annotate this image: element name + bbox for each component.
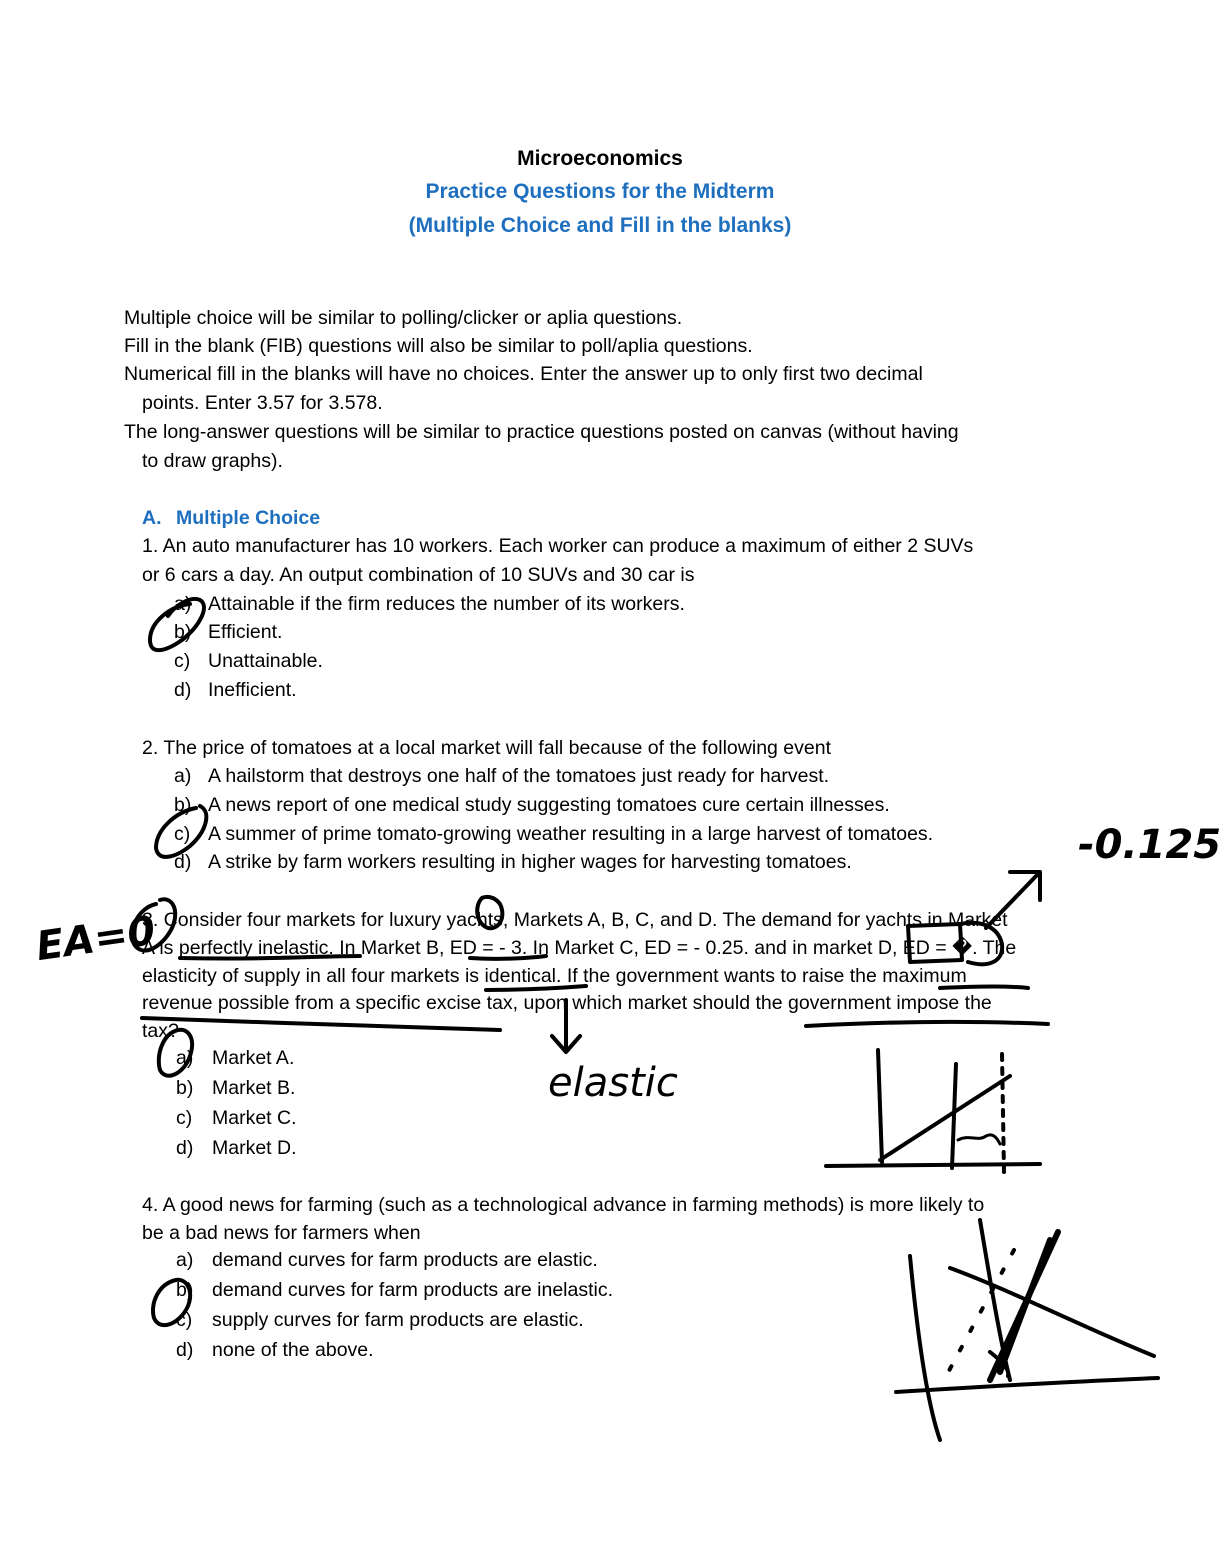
intro-line: The long-answer questions will be similar to practice questions posted on canvas (without having	[124, 421, 959, 443]
option-letter: b)	[176, 1279, 194, 1301]
section-letter: A.	[142, 507, 162, 529]
course-title: Microeconomics	[517, 147, 683, 170]
option-text: A summer of prime tomato-growing weather resulting in a large harvest of tomatoes.	[208, 823, 934, 845]
option-text: Market B.	[212, 1077, 296, 1099]
option-text: Market A.	[212, 1047, 295, 1069]
question-stem: revenue possible from a specific excise tax, upon which market should the government impose the	[142, 992, 992, 1014]
option-letter: a)	[176, 1047, 194, 1069]
handwritten-note: EA=0	[33, 907, 159, 971]
question-stem: 4. A good news for farming (such as a technological advance in farming methods) is more likely to	[142, 1194, 985, 1216]
question-stem: 3. Consider four markets for luxury yachts, Markets A, B, C, and D. The demand for yachts in Market	[142, 909, 1008, 931]
graph-line	[958, 1135, 1000, 1144]
intro-line: Fill in the blank (FIB) questions will also be similar to poll/aplia questions.	[124, 335, 753, 357]
graph-line	[990, 1352, 1008, 1376]
question-stem: elasticity of supply in all four markets is identical. If the government wants to raise the maximum	[142, 965, 967, 987]
option-text: Market C.	[212, 1107, 297, 1129]
option-letter: c)	[174, 650, 191, 672]
question-stem: tax?	[142, 1020, 179, 1042]
option-text: A hailstorm that destroys one half of the tomatoes just ready for harvest.	[208, 765, 830, 787]
option-letter: b)	[174, 794, 192, 816]
option-letter: b)	[174, 621, 192, 643]
underline	[806, 1022, 1048, 1026]
option-letter: d)	[176, 1137, 194, 1159]
option-letter: a)	[174, 765, 192, 787]
option-text: demand curves for farm products are inelastic.	[212, 1279, 614, 1301]
section-heading: Multiple Choice	[176, 507, 321, 529]
option-letter: d)	[176, 1339, 194, 1361]
option-letter: a)	[176, 1249, 194, 1271]
option-letter: c)	[174, 823, 191, 845]
graph-axis	[910, 1256, 940, 1440]
intro-line: points. Enter 3.57 for 3.578.	[142, 392, 383, 414]
graph-line	[952, 1064, 956, 1168]
option-text: none of the above.	[212, 1339, 374, 1361]
option-text: A news report of one medical study suggesting tomatoes cure certain illnesses.	[208, 794, 890, 816]
option-text: demand curves for farm products are elastic.	[212, 1249, 598, 1271]
graph-line	[1000, 1240, 1050, 1372]
page-subtitle-2: (Multiple Choice and Fill in the blanks)	[408, 214, 792, 237]
intro-line: Multiple choice will be similar to polling/clicker or aplia questions.	[124, 307, 683, 329]
graph-axis	[826, 1164, 1040, 1166]
option-text: Inefficient.	[208, 679, 297, 701]
graph-line	[950, 1268, 1154, 1356]
handwritten-note: elastic	[548, 1060, 678, 1106]
option-letter: a)	[174, 593, 192, 615]
question-stem: 1. An auto manufacturer has 10 workers. Each worker can produce a maximum of either 2 SUVs	[142, 535, 974, 557]
question-stem: be a bad news for farmers when	[142, 1222, 421, 1244]
option-text: A strike by farm workers resulting in higher wages for harvesting tomatoes.	[208, 851, 852, 873]
graph-line	[990, 1232, 1058, 1380]
option-letter: b)	[176, 1077, 194, 1099]
handwritten-note: -0.125	[1078, 822, 1221, 868]
question-stem: or 6 cars a day. An output combination of 10 SUVs and 30 car is	[142, 564, 695, 586]
graph-line	[980, 1220, 1010, 1380]
graph-line	[1002, 1054, 1004, 1172]
option-letter: c)	[176, 1309, 193, 1331]
graph-axis	[896, 1378, 1158, 1392]
option-letter: d)	[174, 851, 192, 873]
option-text: Market D.	[212, 1137, 297, 1159]
graph-line	[944, 1250, 1014, 1380]
option-text: supply curves for farm products are elastic.	[212, 1309, 584, 1331]
graph-axis	[878, 1050, 882, 1162]
question-stem: 2. The price of tomatoes at a local market will fall because of the following event	[142, 737, 832, 759]
intro-line: to draw graphs).	[142, 450, 283, 472]
option-text: Efficient.	[208, 621, 283, 643]
underline	[142, 1018, 500, 1030]
option-text: Unattainable.	[208, 650, 323, 672]
option-letter: c)	[176, 1107, 193, 1129]
graph-line	[880, 1076, 1010, 1160]
option-text: Attainable if the firm reduces the number of its workers.	[208, 593, 685, 615]
intro-line: Numerical fill in the blanks will have no choices. Enter the answer up to only first two decimal	[124, 363, 923, 385]
question-stem: A is perfectly inelastic. In Market B, ED = - 3. In Market C, ED = - 0.25. and in market D, ED = �. The	[142, 937, 1017, 959]
page-subtitle: Practice Questions for the Midterm	[425, 180, 775, 203]
option-letter: d)	[174, 679, 192, 701]
